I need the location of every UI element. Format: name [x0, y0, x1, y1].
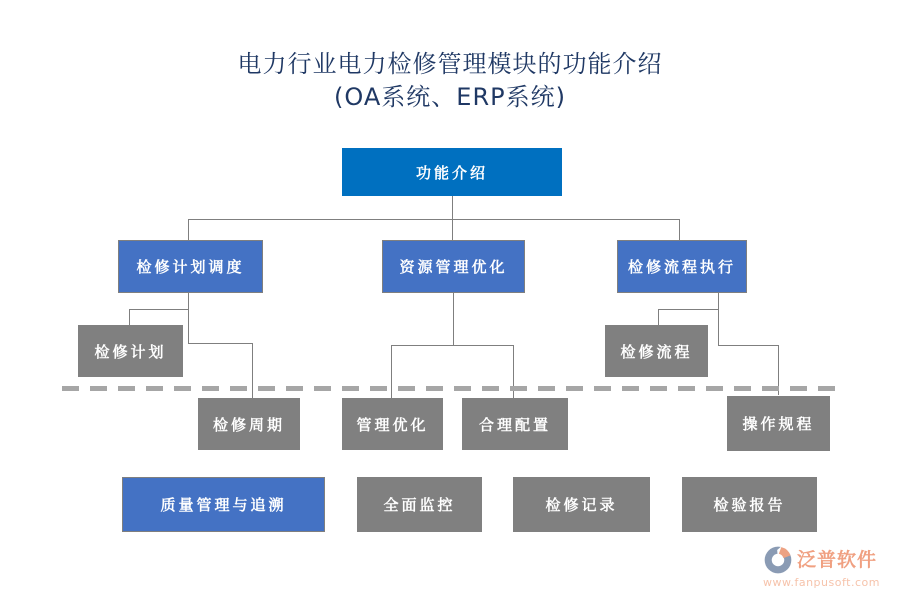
connector-line: [452, 196, 453, 219]
diagram-title: [0, 48, 900, 114]
connector-line: [679, 219, 680, 240]
node-comprehensive-monitoring: [357, 477, 482, 532]
node-maintenance-plan: [78, 325, 183, 377]
dashed-divider-line: [62, 386, 838, 391]
logo-website-text: www.fanpusoft.com: [763, 576, 880, 589]
connector-line: [453, 293, 454, 345]
node-maintenance-plan-scheduling: [118, 240, 263, 293]
connector-line: [129, 309, 188, 310]
node-label: 检修流程执行: [627, 258, 736, 276]
node-maintenance-records: [513, 477, 650, 532]
connector-line: [658, 309, 718, 310]
node-rational-allocation: [462, 398, 568, 450]
title-line1: 电力行业电力检修管理模块的功能介绍: [237, 50, 663, 78]
connector-line: [188, 293, 189, 343]
node-management-optimization: [342, 398, 443, 450]
connector-line: [718, 293, 719, 345]
node-maintenance-process-execution: [617, 240, 747, 293]
node-maintenance-cycle: [198, 398, 300, 450]
connector-line: [129, 309, 130, 325]
node-maintenance-process: [605, 325, 708, 377]
node-label: 检修计划调度: [136, 258, 245, 276]
node-label: 资源管理优化: [399, 258, 508, 276]
node-label: 检修记录: [545, 496, 618, 514]
node-label: 功能介绍: [415, 163, 488, 182]
node-label: 检修周期: [212, 415, 285, 434]
node-label: 全面监控: [383, 496, 456, 514]
node-label: 管理优化: [356, 415, 429, 434]
node-operating-procedures: [727, 396, 830, 451]
connector-line: [188, 219, 679, 220]
vendor-logo: [763, 545, 895, 589]
connector-line: [452, 219, 453, 240]
node-label: 检修流程: [620, 342, 693, 361]
connector-line: [658, 309, 659, 325]
node-label: 操作规程: [742, 415, 815, 433]
connector-line: [391, 345, 513, 346]
node-function-intro: [342, 148, 562, 196]
logo-brand-text: 泛普软件: [797, 549, 878, 571]
node-label: 质量管理与追溯: [160, 496, 287, 514]
node-label: 合理配置: [478, 415, 551, 434]
connector-line: [188, 343, 252, 344]
node-resource-management-optimization: [382, 240, 525, 293]
node-label: 检验报告: [713, 496, 786, 514]
title-line2: (OA系统、ERP系统): [334, 83, 566, 111]
connector-line: [188, 219, 189, 240]
fanpu-swirl-logo-icon: [763, 545, 793, 575]
node-quality-management-traceability: [122, 477, 325, 532]
node-label: 检修计划: [94, 342, 167, 361]
connector-line: [718, 345, 778, 346]
node-inspection-report: [682, 477, 817, 532]
